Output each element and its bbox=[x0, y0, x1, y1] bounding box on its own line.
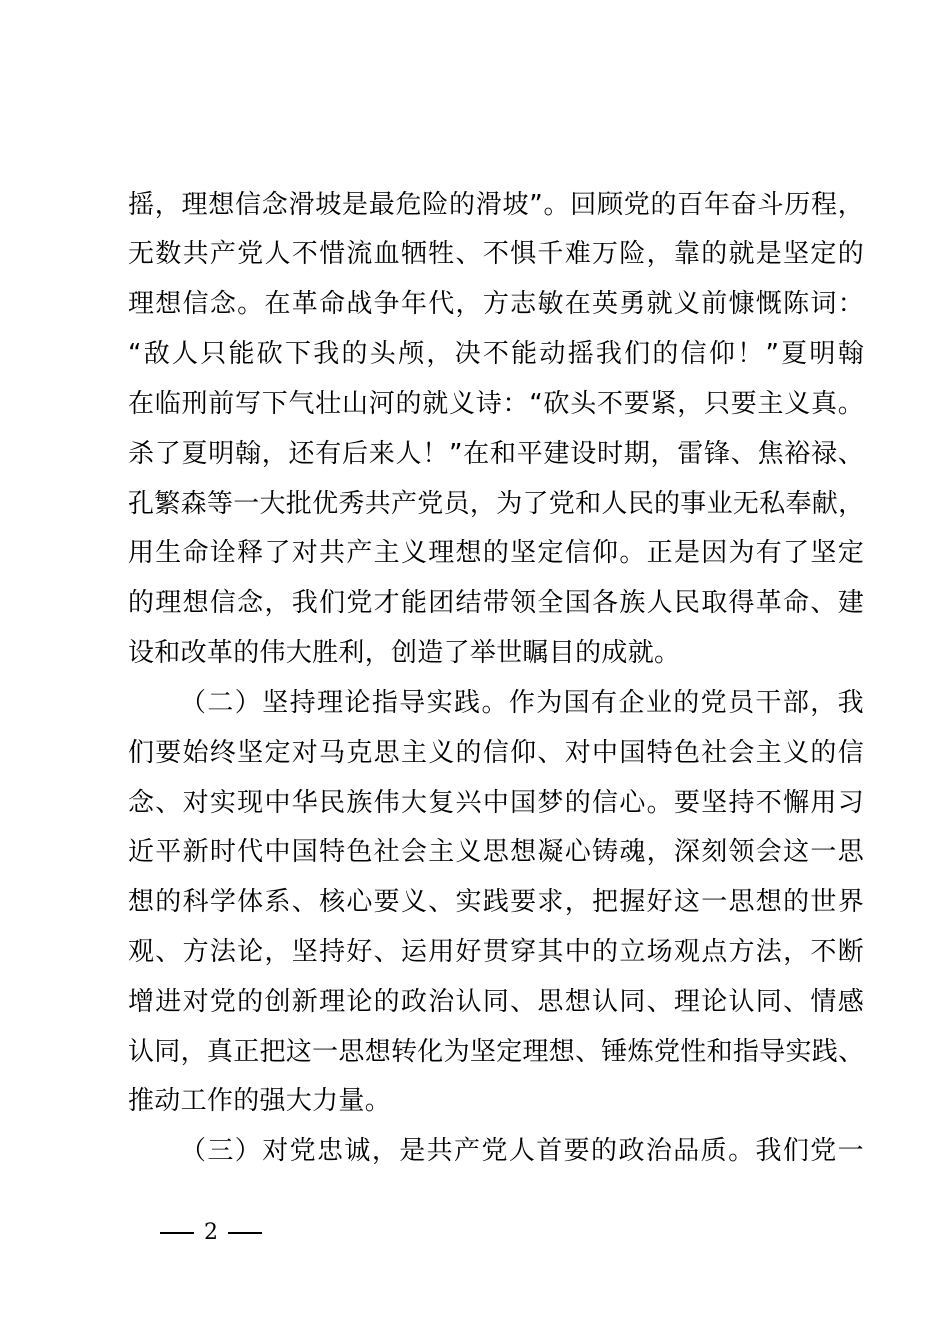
footer-dash-right bbox=[228, 1232, 262, 1234]
text-line-paragraph-end: 设和改革的伟大胜利，创造了举世瞩目的成就。 bbox=[128, 638, 681, 668]
page-footer bbox=[160, 1218, 262, 1248]
text-line: 无数共产党人不惜流血牺牲、不惧千难万险，靠的就是坚定的 bbox=[128, 239, 864, 269]
text-line: 认同，真正把这一思想转化为坚定理想、锤炼党性和指导实践、 bbox=[128, 1037, 865, 1067]
text-line: 想的科学体系、核心要义、实践要求，把握好这一思想的世界 bbox=[128, 887, 864, 917]
page-number: 2 bbox=[204, 1220, 218, 1245]
text-line: 念、对实现中华民族伟大复兴中国梦的信心。要坚持不懈用习 bbox=[128, 788, 864, 818]
footer-dash-left bbox=[160, 1232, 194, 1234]
text-line: 杀了夏明翰，还有后来人！”在和平建设时期，雷锋、焦裕禄、 bbox=[128, 439, 864, 469]
text-line: 增进对党的创新理论的政治认同、思想认同、理论认同、情感 bbox=[128, 987, 864, 1017]
text-line: 的理想信念，我们党才能团结带领全国各族人民取得革命、建 bbox=[128, 588, 864, 618]
text-line: 理想信念。在革命战争年代，方志敏在英勇就义前慷慨陈词： bbox=[128, 289, 864, 319]
text-line-paragraph-end: 推动工作的强大力量。 bbox=[128, 1086, 392, 1116]
text-line: 在临刑前写下气壮山河的就义诗：“砍头不要紧，只要主义真。 bbox=[128, 389, 864, 419]
section-heading-line: （二）坚持理论指导实践。作为国有企业的党员干部，我 bbox=[180, 688, 864, 718]
text-line: “敌人只能砍下我的头颅，决不能动摇我们的信仰！”夏明翰 bbox=[128, 339, 864, 369]
text-line: 摇，理想信念滑坡是最危险的滑坡”。回顾党的百年奋斗历程， bbox=[128, 190, 864, 220]
section-heading-line: （三）对党忠诚，是共产党人首要的政治品质。我们党一 bbox=[180, 1136, 864, 1166]
text-line: 近平新时代中国特色社会主义思想凝心铸魂，深刻领会这一思 bbox=[128, 837, 864, 867]
text-line: 观、方法论，坚持好、运用好贯穿其中的立场观点方法，不断 bbox=[128, 937, 864, 967]
text-line: 们要始终坚定对马克思主义的信仰、对中国特色社会主义的信 bbox=[128, 738, 864, 768]
text-line: 孔繁森等一大批优秀共产党员，为了党和人民的事业无私奉献， bbox=[128, 489, 865, 519]
text-line: 用生命诠释了对共产主义理想的坚定信仰。正是因为有了坚定 bbox=[128, 538, 864, 568]
